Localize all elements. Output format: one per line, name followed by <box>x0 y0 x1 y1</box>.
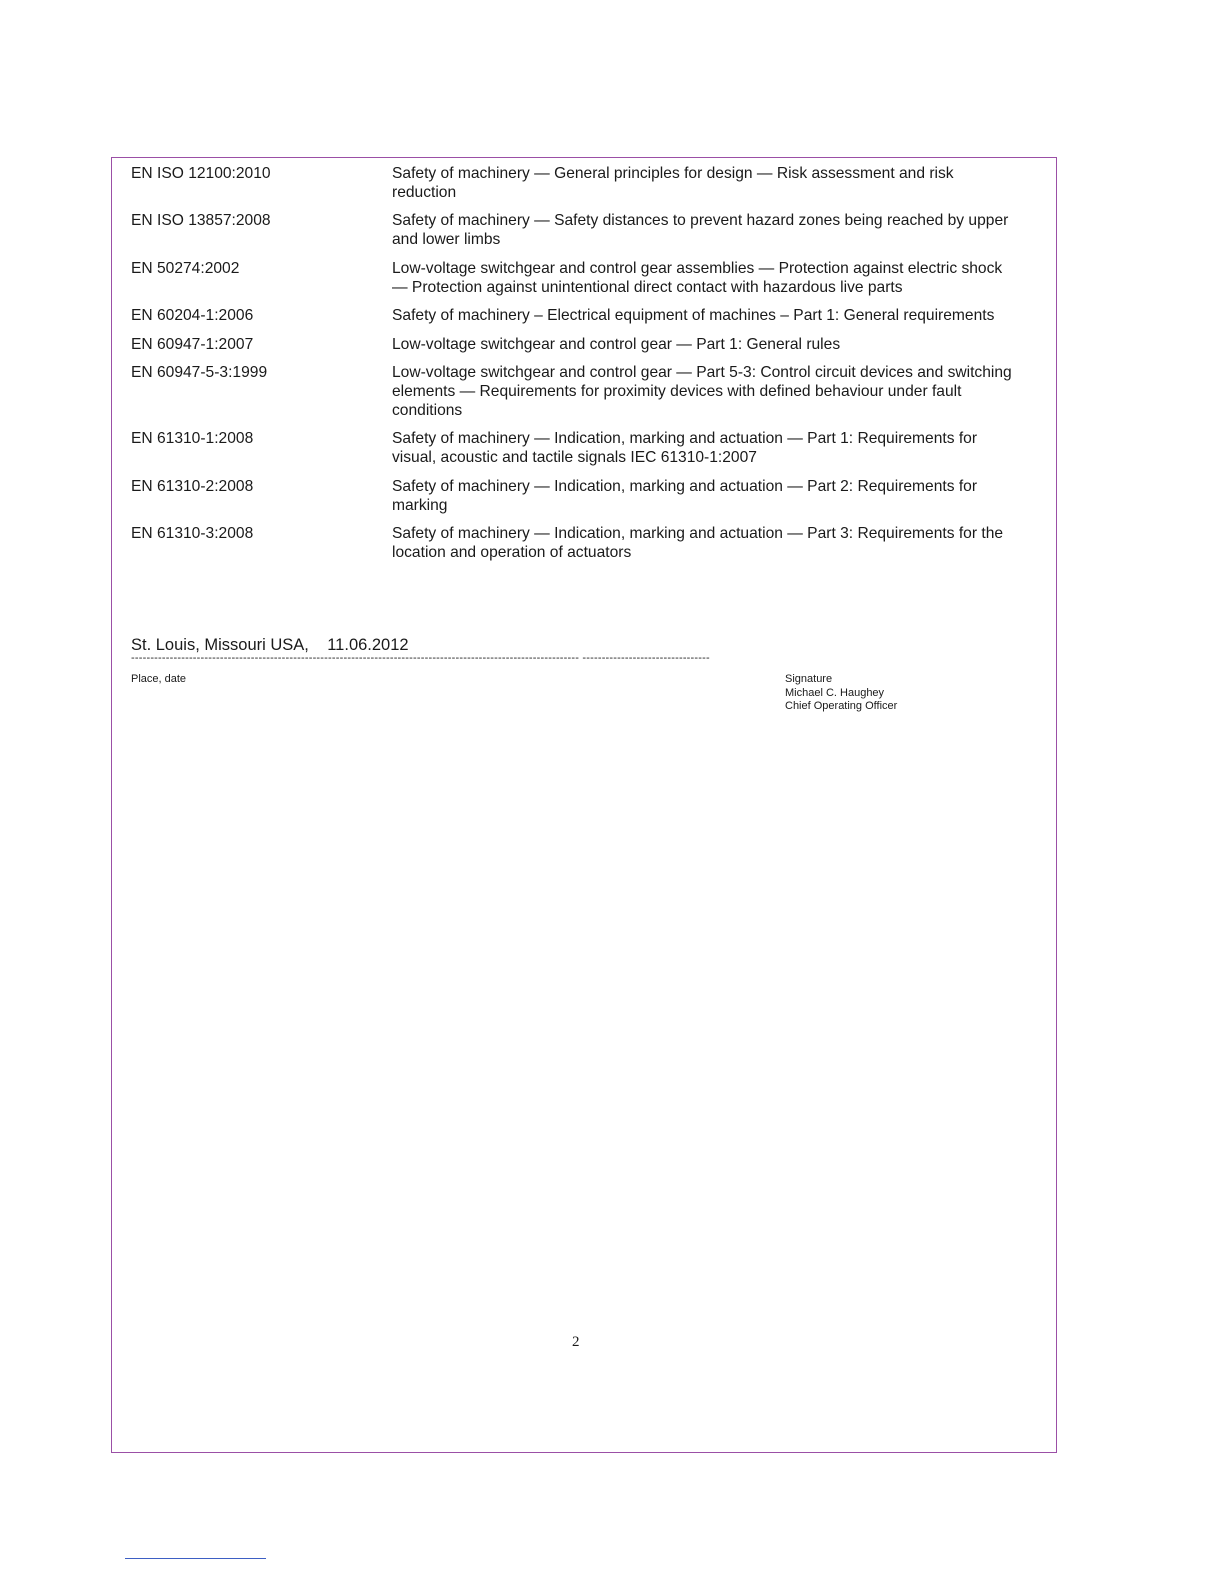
standard-code: EN 60204-1:2006 <box>131 307 254 325</box>
standard-title: Safety of machinery — Indication, marking and actuation — Part 3: Requirements for the location and operation of actuators <box>392 525 1004 562</box>
standard-code: EN 61310-3:2008 <box>131 525 254 543</box>
standard-row <box>131 524 1031 562</box>
standard-row <box>131 259 1031 297</box>
standard-row <box>131 211 1031 249</box>
standard-title: Low-voltage switchgear and control gear — Part 5-3: Control circuit devices and switching elements — Requirements for proximity devices with defined behaviour under fault conditions <box>392 363 1012 419</box>
standard-row <box>131 477 1031 515</box>
date-text: 11.06.2012 <box>327 636 409 654</box>
standard-code: EN 60947-5-3:1999 <box>131 363 268 381</box>
standard-title: Safety of machinery — Indication, marking and actuation — Part 1: Requirements for visual, acoustic and tactile signals IEC 61310-1:2007 <box>392 430 978 467</box>
standard-code: EN ISO 12100:2010 <box>131 165 271 182</box>
standard-title: Low-voltage switchgear and control gear assemblies — Protection against electric shock — Protection against unintentional direct contact with hazardous live parts <box>392 259 1003 296</box>
signature-block <box>785 673 897 714</box>
standard-title: Safety of machinery — General principles for design — Risk assessment and risk reduction <box>392 165 954 201</box>
page-number: 2 <box>572 1334 580 1350</box>
footnote-separator <box>125 1558 266 1559</box>
standard-row <box>131 363 1031 420</box>
standard-code: EN 61310-2:2008 <box>131 477 254 495</box>
standard-code: EN 50274:2002 <box>131 259 240 277</box>
standard-row <box>131 429 1031 467</box>
standard-code: EN ISO 13857:2008 <box>131 212 271 230</box>
standard-title: Safety of machinery – Electrical equipment of machines – Part 1: General requirements <box>392 307 995 325</box>
standard-title: Safety of machinery — Indication, marking and actuation — Part 2: Requirements for marking <box>392 477 978 514</box>
standard-title: Safety of machinery — Safety distances to prevent hazard zones being reached by upper and lower limbs <box>392 212 1009 249</box>
standard-code: EN 60947-1:2007 <box>131 335 254 353</box>
standard-row <box>131 335 1031 354</box>
signature-dash-line: -------------------------------------------------------------------------------------------------------------------- --------------------------------- <box>131 652 710 664</box>
signature-label: Signature <box>785 673 833 685</box>
standard-title: Low-voltage switchgear and control gear — Part 1: General rules <box>392 335 841 353</box>
place-date-label: Place, date <box>131 673 187 685</box>
signatory-title: Chief Operating Officer <box>785 700 898 712</box>
place-text: St. Louis, Missouri USA, <box>131 636 309 654</box>
standards-list <box>131 164 1031 572</box>
standard-code: EN 61310-1:2008 <box>131 430 254 448</box>
standard-row <box>131 164 1031 202</box>
signatory-name: Michael C. Haughey <box>785 686 885 699</box>
standard-row <box>131 306 1031 325</box>
